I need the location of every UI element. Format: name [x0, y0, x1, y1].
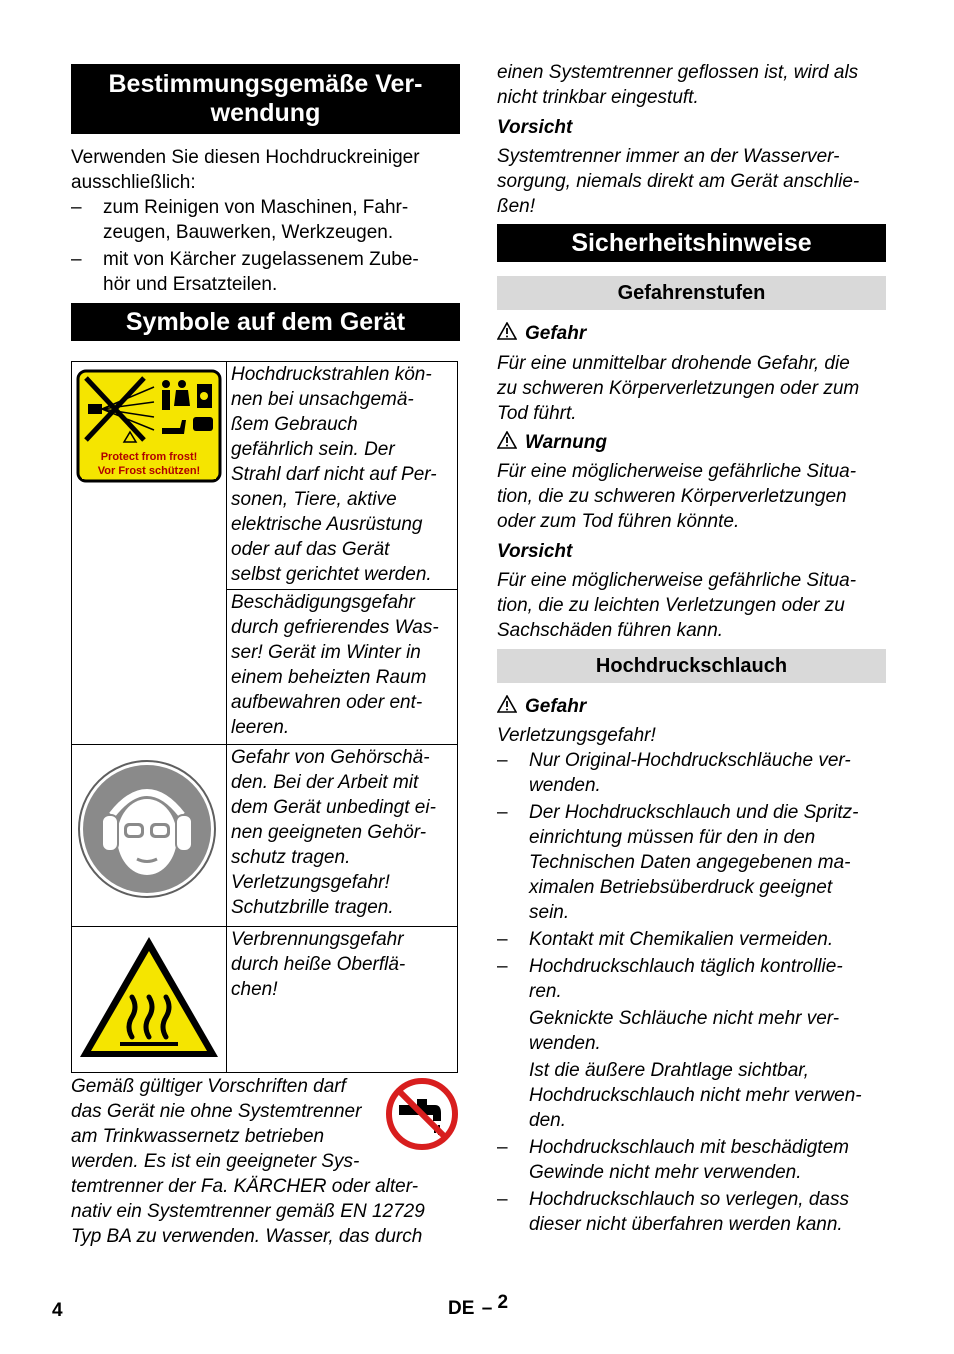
- warning-text: [497, 459, 886, 534]
- text-line: dieser nicht überfahren werden kann.: [529, 1214, 843, 1235]
- text-line: temtrenner der Fa. KÄRCHER oder alter-: [71, 1176, 419, 1197]
- hose-list: [497, 748, 886, 1237]
- text-line: wenden.: [529, 775, 601, 796]
- text-line: oder zum Tod führen könnte.: [497, 511, 740, 532]
- text-line: das Gerät nie ohne Systemtrenner: [71, 1101, 362, 1122]
- list-item: [497, 800, 886, 925]
- text-line: zeugen, Bauwerken, Werkzeugen.: [103, 222, 394, 243]
- list-dash: –: [71, 249, 82, 270]
- text-line: nen geeigneten Gehör-: [231, 822, 427, 843]
- text-line: den.: [529, 1110, 566, 1131]
- caution-label: [497, 539, 572, 564]
- text-line: wenden.: [529, 1033, 601, 1054]
- text-line: Kontakt mit Chemikalien vermeiden.: [529, 929, 834, 950]
- text-line: werden. Es ist ein geeigneter Sys-: [71, 1151, 360, 1172]
- list-dash: –: [497, 802, 508, 823]
- warning-triangle-icon: [497, 322, 517, 340]
- text-line: Verletzungsgefahr!: [231, 872, 390, 893]
- list-item: [497, 1187, 886, 1237]
- text-line: Hochdruckschlauch mit beschädigtem: [529, 1137, 849, 1158]
- high-pressure-warning-label-icon: [72, 362, 226, 492]
- heading-line: Bestimmungsgemäße Ver-: [108, 70, 423, 98]
- text-line: Strahl darf nicht auf Per-: [231, 464, 437, 485]
- page-number-text: 4: [52, 1300, 63, 1321]
- text-line: einen Systemtrenner geflossen ist, wird als: [497, 62, 859, 83]
- sub-page-number: 2: [497, 1292, 509, 1313]
- list-dash: –: [497, 956, 508, 977]
- text-line: selbst gerichtet werden.: [231, 564, 432, 585]
- text-line: Verbrennungsgefahr: [231, 929, 404, 950]
- text-line: gefährlich sein. Der: [231, 439, 395, 460]
- separator: –: [481, 1298, 493, 1319]
- danger-label: [497, 694, 586, 719]
- caution-label: [497, 115, 572, 140]
- text-line: leeren.: [231, 717, 290, 738]
- warning-label: [497, 430, 607, 455]
- text-line: sorgung, niemals direkt am Gerät anschlie-: [497, 171, 860, 192]
- list-dash: –: [497, 1189, 508, 1210]
- symbol-description: [227, 745, 458, 927]
- text-line: Technischen Daten angegebenen ma-: [529, 852, 851, 873]
- list-item: [497, 954, 886, 1133]
- list-item: [71, 195, 460, 245]
- label-text: Gefahr: [525, 696, 587, 717]
- label-text: Warnung: [525, 432, 607, 453]
- text-line: nicht trinkbar eingestuft.: [497, 87, 699, 108]
- list-item: [497, 927, 886, 952]
- table-row: [72, 745, 458, 927]
- warning-triangle-icon: [497, 695, 517, 713]
- text-line: Tod führt.: [497, 403, 577, 424]
- text-line: Beschädigungsgefahr: [231, 592, 415, 613]
- text-line: Ist die äußere Drahtlage sichtbar,: [529, 1060, 809, 1081]
- text-line: ximalen Betriebsüberdruck geeignet: [529, 877, 833, 898]
- text-line: Sachschäden führen kann.: [497, 620, 724, 641]
- text-line: Typ BA zu verwenden. Wasser, das durch: [71, 1226, 423, 1247]
- symbol-description: [227, 927, 458, 1073]
- text-line: zu schweren Körperverletzungen oder zum: [497, 378, 860, 399]
- backflow-continued: [497, 60, 886, 110]
- text-line: schutz tragen.: [231, 847, 351, 868]
- text-line: Für eine möglicherweise gefährliche Situa-: [497, 570, 857, 591]
- text-line: sein.: [529, 902, 570, 923]
- caution-text: [497, 568, 886, 643]
- symbol-description: [227, 590, 458, 745]
- label-text: Vorsicht: [497, 541, 573, 562]
- text-line: Systemtrenner immer an der Wasserver-: [497, 146, 840, 167]
- table-row: [72, 927, 458, 1073]
- text-line: Für eine möglicherweise gefährliche Situa-: [497, 461, 857, 482]
- text-line: Gewinde nicht mehr verwenden.: [529, 1162, 802, 1183]
- list-dash: –: [497, 1137, 508, 1158]
- text-line: tion, die zu leichten Verletzungen oder zu: [497, 595, 845, 616]
- ear-and-eye-protection-icon: [72, 745, 226, 921]
- list-dash: –: [497, 929, 508, 950]
- text-line: durch gefrierendes Was-: [231, 617, 439, 638]
- list-dash: –: [71, 197, 82, 218]
- backflow-paragraph: [71, 1074, 460, 1249]
- frost-label-text: Vor Frost schützen!: [97, 465, 201, 477]
- language-code: DE: [448, 1298, 475, 1319]
- text-line: nen bei unsachgemä-: [231, 389, 414, 410]
- text-line: oder auf das Gerät: [231, 539, 390, 560]
- text-line: elektrische Ausrüstung: [231, 514, 423, 535]
- use-list: [71, 195, 460, 297]
- text-line: nativ ein Systemtrenner gemäß EN 12729: [71, 1201, 425, 1222]
- text-line: ren.: [529, 981, 562, 1002]
- text-line: Für eine unmittelbar drohende Gefahr, die: [497, 353, 850, 374]
- list-dash: –: [497, 750, 508, 771]
- intro-paragraph: [71, 145, 460, 195]
- table-row: [72, 362, 458, 590]
- symbols-table: [71, 361, 458, 1073]
- text-line: dem Gerät unbedingt ei-: [231, 797, 436, 818]
- subheading-hose: [497, 649, 886, 683]
- subheading-text: Gefahrenstufen: [617, 282, 766, 304]
- text-line: Gemäß gültiger Vorschriften darf: [71, 1076, 346, 1097]
- text-line: mit von Kärcher zugelassenem Zube-: [103, 249, 419, 270]
- text-line: einem beheizten Raum: [231, 667, 427, 688]
- list-item: [497, 1135, 886, 1185]
- text-line: sonen, Tiere, aktive: [231, 489, 397, 510]
- text-line: hör und Ersatzteilen.: [103, 274, 278, 295]
- text-line: den. Bei der Arbeit mit: [231, 772, 419, 793]
- heading-safety: [497, 224, 886, 262]
- text-line: Geknickte Schläuche nicht mehr ver-: [529, 1008, 840, 1029]
- text-line: ser! Gerät im Winter in: [231, 642, 421, 663]
- text-line: Verwenden Sie diesen Hochdruckreiniger: [71, 147, 420, 168]
- heading-text: Sicherheitshinweise: [571, 229, 812, 257]
- hot-surface-warning-icon: [72, 927, 226, 1067]
- symbol-cell: [72, 745, 227, 927]
- symbol-cell: [72, 927, 227, 1073]
- heading-text: Symbole auf dem Gerät: [125, 308, 406, 336]
- list-item: [497, 748, 886, 798]
- text-line: Schutzbrille tragen.: [231, 897, 394, 918]
- page-number: [52, 1300, 63, 1322]
- frost-label-text: Protect from frost!: [100, 451, 198, 463]
- symbol-cell: [72, 362, 227, 745]
- label-text: Vorsicht: [497, 117, 573, 138]
- text-line: aufbewahren oder ent-: [231, 692, 423, 713]
- text-line: Hochdruckschlauch täglich kontrollie-: [529, 956, 843, 977]
- text-line: Gefahr von Gehörschä-: [231, 747, 430, 768]
- text-line: einrichtung müssen für den in den: [529, 827, 816, 848]
- subheading-hazard-levels: [497, 276, 886, 310]
- text-line: Hochdruckschlauch so verlegen, dass: [529, 1189, 850, 1210]
- warning-triangle-icon: [497, 431, 517, 449]
- text-line: zum Reinigen von Maschinen, Fahr-: [103, 197, 409, 218]
- text-line: Verletzungsgefahr!: [497, 725, 656, 746]
- subheading-text: Hochdruckschlauch: [595, 655, 788, 677]
- text-line: am Trinkwassernetz betrieben: [71, 1126, 325, 1147]
- label-text: Gefahr: [525, 323, 587, 344]
- text-line: Hochdruckschlauch nicht mehr verwen-: [529, 1085, 862, 1106]
- text-line: durch heiße Oberflä-: [231, 954, 406, 975]
- heading-intended-use: [71, 64, 460, 134]
- heading-symbols: [71, 303, 460, 341]
- text-line: Nur Original-Hochdruckschläuche ver-: [529, 750, 851, 771]
- text-line: ßem Gebrauch: [231, 414, 358, 435]
- symbol-description: [227, 362, 458, 590]
- caution-text: [497, 144, 886, 219]
- heading-line: wendung: [210, 99, 321, 127]
- hose-intro: [497, 723, 656, 748]
- text-line: ausschließlich:: [71, 172, 196, 193]
- text-line: Der Hochdruckschlauch und die Spritz-: [529, 802, 859, 823]
- language-page-marker: [448, 1292, 509, 1320]
- list-item: [71, 247, 460, 297]
- text-line: Hochdruckstrahlen kön-: [231, 364, 432, 385]
- danger-text: [497, 351, 886, 426]
- text-line: tion, die zu schweren Körperverletzungen: [497, 486, 847, 507]
- text-line: ßen!: [497, 196, 536, 217]
- danger-label: [497, 321, 586, 346]
- text-line: chen!: [231, 979, 278, 1000]
